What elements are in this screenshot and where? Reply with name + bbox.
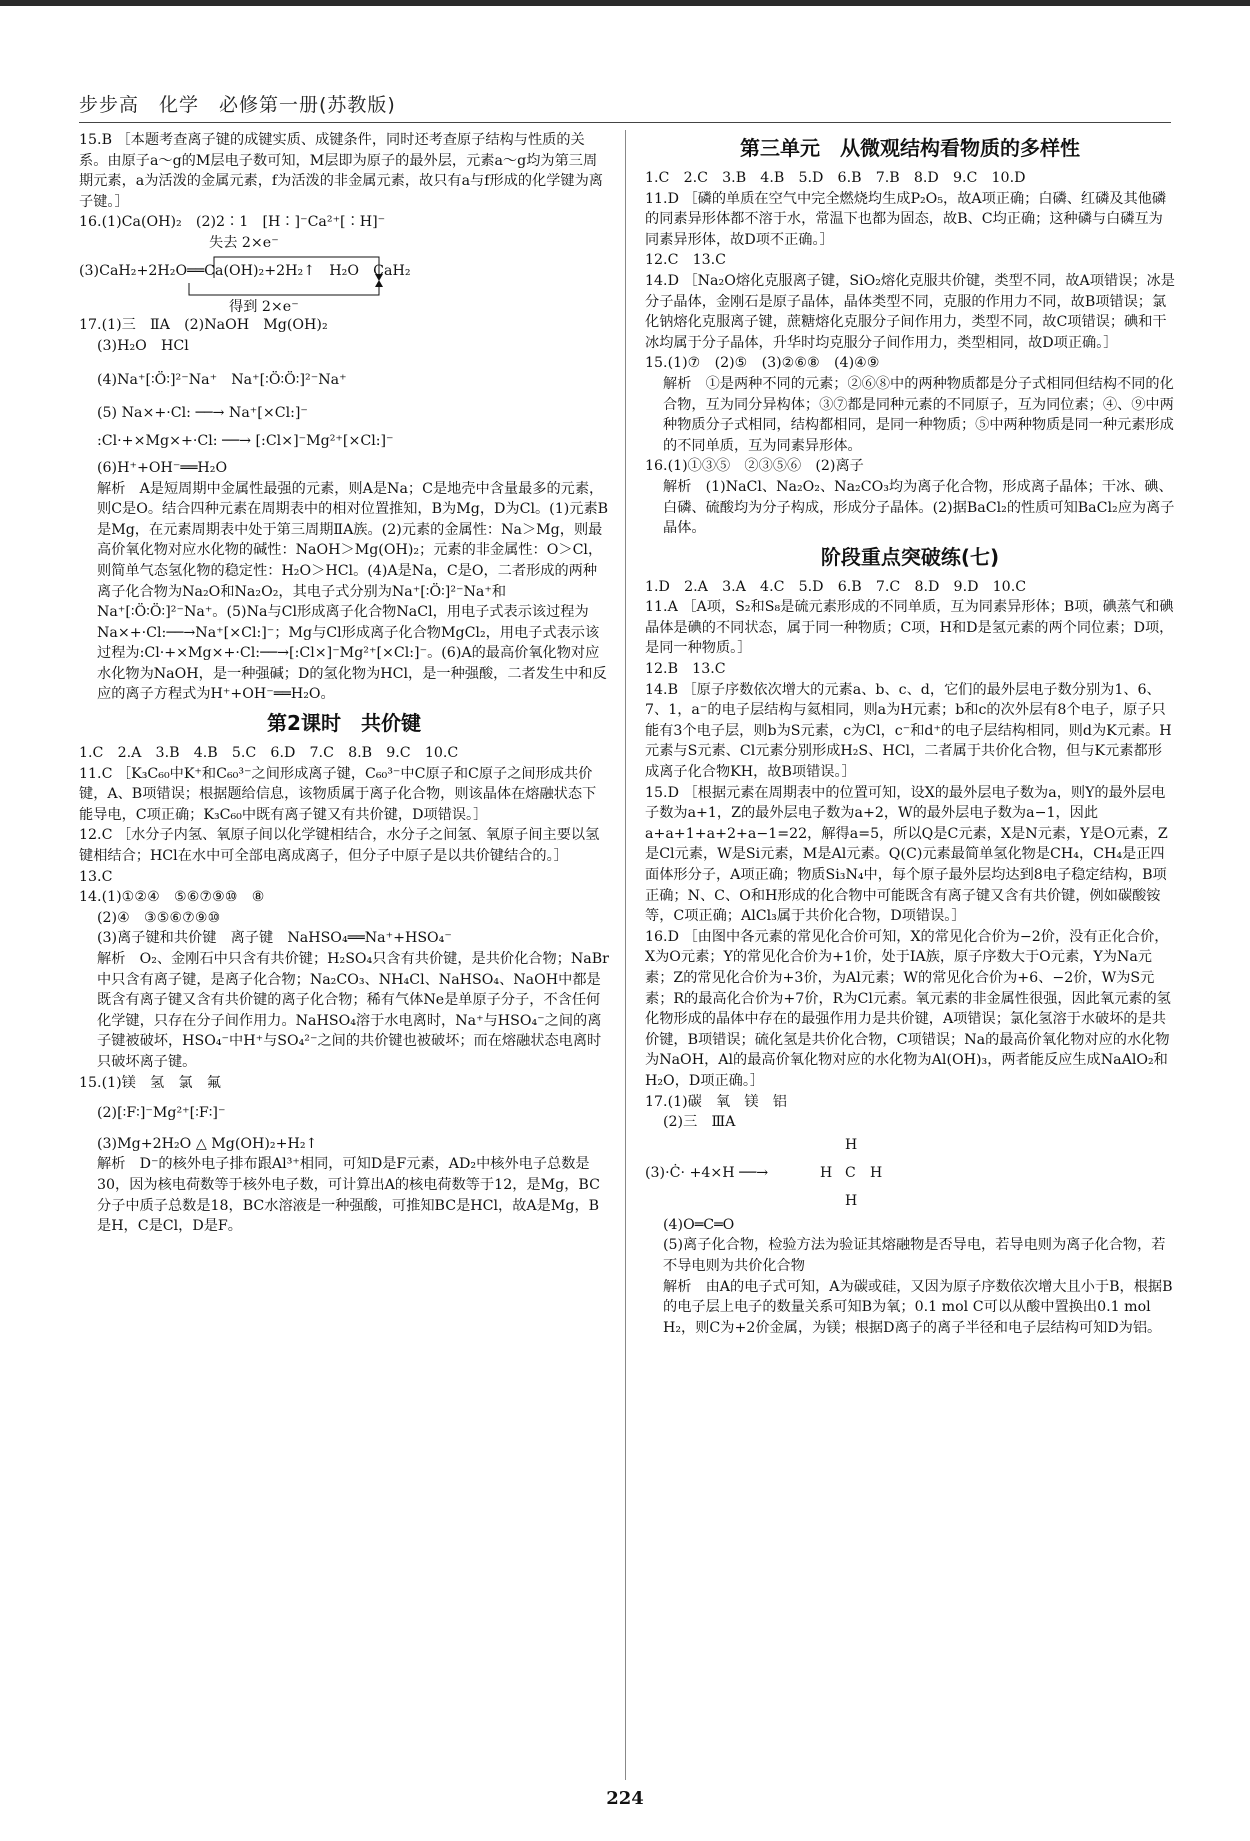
answer-17-5b: :Cl·+×Mg×+·Cl: ──→ [:Cl×]⁻Mg²⁺[×Cl:]⁻	[97, 433, 394, 450]
column-divider	[625, 130, 626, 1780]
lesson2-answer-11: 11.C ［K₃C₆₀中K⁺和C₆₀³⁻之间形成离子键，C₆₀³⁻中C原子和C原子之间形成共价键，A、B项错误；根据题给信息，该物质属于离子化合物，则该晶体在熔融状态下能导电，C项正确；K₃C₆₀中既有离子键又有共价键，D项错误。］	[79, 765, 597, 823]
redox-diagram	[79, 233, 609, 315]
lesson2-answer-15-a: 15.(1)镁 氢 氯 氟	[79, 1074, 221, 1091]
practice-answer-15: 15.D ［根据元素在周期表中的位置可知，设X的最外层电子数为a，则Y的最外层电子数为a+1，Z的最外层电子数为a+2，W的最外层电子数为a−1，因此a+a+1+a+2+a−1=22，解得a=5，所以Q是C元素，X是N元素，Y是O元素，Z是Cl元素，W是Si元素，M是Al元素。Q(C)元素最简单氢化物是CH₄，CH₄是正四面体形分子，A项正确；物质Si₃N₄中，每个原子最外层均达到8电子稳定结构，B项正确；N、C、O和H形成的化合物中可能既含有离子键又含有共价键，例如碳酸铵等，C项正确；AlCl₃属于共价化合物，D项错误。］	[645, 784, 1168, 925]
redox-gain-label: 得到 2×e⁻	[229, 298, 299, 315]
unit3-answer-15: 15.(1)⑦ (2)⑤ (3)②⑥⑧ (4)④⑨	[645, 355, 880, 372]
unit3-answer-16-analysis: 解析 (1)NaCl、Na₂O₂、Na₂CO₃均为离子化合物，形成离子晶体；干冰、碘、白磷、硫酸均为分子构成，形成分子晶体。(2)据BaCl₂的性质可知BaCl₂应为离子晶体。	[663, 478, 1175, 537]
methane-h-bottom: H	[845, 1192, 858, 1209]
practice-answer-17-5: (5)离子化合物，检验方法为验证其熔融物是否导电，若导电则为离子化合物，若不导电则为共价化合物	[663, 1237, 1166, 1274]
lesson2-answer-14-a: 14.(1)①②④ ⑤⑥⑦⑨⑩ ⑧	[79, 889, 265, 906]
methane-h-top: H	[845, 1136, 858, 1153]
answer-17-5a: (5) Na×+·Cl: ──→ Na⁺[×Cl:]⁻	[97, 404, 308, 421]
practice-answer-17-2: (2)三 ⅢA	[663, 1114, 736, 1131]
section-title-unit3: 第三单元 从微观结构看物质的多样性	[740, 136, 1080, 160]
methane-electron-diagram	[645, 1133, 1175, 1215]
redox-equation: (3)CaH₂+2H₂O══Ca(OH)₂+2H₂↑ H₂O CaH₂	[79, 262, 411, 279]
practice-answer-17-1: 17.(1)碳 氧 镁 铝	[645, 1093, 787, 1110]
methane-h-right: H	[870, 1164, 883, 1181]
lesson2-answer-13: 13.C	[79, 868, 113, 885]
lesson2-answer-14-c: (3)离子键和共价键 离子键 NaHSO₄══Na⁺+HSO₄⁻	[97, 930, 452, 947]
unit3-answer-16: 16.(1)①③⑤ ②③⑤⑥ (2)离子	[645, 458, 864, 475]
practice-answer-11: 11.A ［A项，S₂和S₈是硫元素形成的不同单质，互为同素异形体；B项，碘蒸气和碘晶体是碘的不同状态，属于同一种物质；C项，H和D是氢元素的两个同位素；D项，是同一种物质。］	[645, 599, 1174, 657]
answer-17-analysis: 解析 A是短周期中金属性最强的元素，则A是Na；C是地壳中含量最多的元素，则C是O。结合四种元素在周期表中的相对位置推知，B为Mg，D为Cl。(1)元素B是Mg，在元素周期表中处于第三周期ⅡA族。(2)元素的金属性：Na＞Mg，则最高价氧化物对应水化物的碱性：NaOH＞Mg(OH)₂；元素的非金属性：O＞Cl，则简单气态氢化物的稳定性：H₂O＞HCl。(4)A是Na，C是O，二者形成的两种离子化合物为Na₂O和Na₂O₂，其电子式分别为Na⁺[∶Ö∶]²⁻Na⁺和Na⁺[∶Ö∶Ö∶]²⁻Na⁺。(5)Na与Cl形成离子化合物NaCl，用电子式表示该过程为Na×+·Cl:──→Na⁺[×Cl:]⁻；Mg与Cl形成离子化合物MgCl₂，用电子式表示该过程为:Cl·+×Mg×+·Cl:──→[:Cl×]⁻Mg²⁺[×Cl:]⁻。(6)A的最高价氧化物对应水化物为NaOH，是一种强碱；D的氢化物为HCl，是一种强酸，二者发生中和反应的离子方程式为H⁺+OH⁻══H₂O。	[97, 480, 609, 703]
section-title-lesson2: 第2课时 共价键	[267, 711, 421, 736]
redox-loss-label: 失去 2×e⁻	[209, 234, 279, 251]
practice-answer-17-analysis: 解析 由A的电子式可知，A为碳或硅，又因为原子序数依次增大且小于B，根据B的电子层上电子的数量关系可知B为氧；0.1 mol C可以从酸中置换出0.1 mol H₂，则C为+2价金属，为镁；根据D离子的离子半径和电子层结构可知D为铝。	[663, 1278, 1173, 1336]
practice-answers-1-10: 1.D 2.A 3.A 4.C 5.D 6.B 7.C 8.D 9.D 10.C	[645, 578, 1027, 595]
methane-reaction: (3)·Ċ· +4×H ──→	[645, 1164, 769, 1181]
right-column	[645, 130, 1175, 1780]
practice-answer-16: 16.D ［由图中各元素的常见化合价可知，X的常见化合价为−2价，没有正化合价，X为O元素；Y的常见化合价为+1价，处于ⅠA族，原子序数大于O元素，Y为Na元素；Z的常见化合价为+3价，为Al元素；W的常见化合价为+6、−2价，W为S元素；R的最高化合价为+7价，R为Cl元素。氧元素的非金属性很强，因此氧元素的氢化物形成的晶体中存在的最强作用力是共价键，A项错误；氯化氢溶于水破坏的是共价键，B项错误；硫化氢是共价化合物，C项错误；Na的最高价氧化物对应的水化物为NaOH，Al的最高价氧化物对应的水化物为Al(OH)₃，两者能反应生成NaAlO₂和H₂O，D项正确。］	[645, 928, 1171, 1089]
top-border	[0, 0, 1250, 6]
practice-answer-17-4: (4)O═C═O	[663, 1216, 735, 1233]
lesson2-answers-1-10: 1.C 2.A 3.B 4.B 5.C 6.D 7.C 8.B 9.C 10.C	[79, 745, 459, 762]
answer-15: 15.B ［本题考查离子键的成键实质、成键条件，同时还考查原子结构与性质的关系。由原子a～g的M层电子数可知，M层即为原子的最外层，元素a～g均为第三周期元素，a为活泼的金属元素，f为活泼的非金属元素，故只有a与f形成的化学键为离子键。］	[79, 132, 603, 210]
lesson2-answer-14-b: (2)④ ③⑤⑥⑦⑨⑩	[97, 909, 221, 926]
unit3-answer-12-13: 12.C 13.C	[645, 252, 727, 269]
lesson2-answer-14-analysis: 解析 O₂、金刚石中只含有共价键；H₂SO₄只含有共价键，是共价化合物；NaBr中只含有离子键，是离子化合物；Na₂CO₃、NH₄Cl、NaHSO₄、NaOH中都是既含有离子键又含有共价键的离子化合物；稀有气体Ne是单原子分子，不含任何化学键，只存在分子间作用力。NaHSO₄溶于水电离时，Na⁺与HSO₄⁻之间的离子键被破坏，HSO₄⁻中H⁺与SO₄²⁻之间的共价键也被破坏；而在熔融状态电离时只破坏离子键。	[97, 951, 609, 1070]
unit3-answers-1-10: 1.C 2.C 3.B 4.B 5.D 6.B 7.B 8.D 9.C 10.D	[645, 170, 1026, 186]
methane-h-left: H	[820, 1164, 833, 1181]
page-header: 步步高 化学 必修第一册(苏教版)	[79, 94, 396, 116]
unit3-answer-14: 14.D ［Na₂O熔化克服离子键，SiO₂熔化克服共价键，类型不同，故A项错误；冰是分子晶体，金刚石是原子晶体，晶体类型不同，克服的作用力不同，故B项错误；氯化钠熔化克服离子键，蔗糖熔化克服分子间作用力，类型不同，故C项错误；碘和干冰均属于分子晶体，升华时均克服分子间作用力，类型相同，故D项正确。］	[645, 272, 1175, 351]
answer-17-3: (3)H₂O HCl	[97, 337, 189, 354]
practice-answer-14: 14.B ［原子序数依次增大的元素a、b、c、d，它们的最外层电子数分别为1、6、7、1，a⁻的电子层结构与氦相同，则a为H元素；b和c的次外层有8个电子，原子只能有3个电子层，则b为S元素，c为Cl，c⁻和d⁺的电子层结构相同，则d为K元素。H元素与S元素、Cl元素分别形成H₂S、HCl，二者属于共价化合物，但与K元素都形成离子化合物KH，故B项错误。］	[645, 681, 1172, 781]
lesson2-answer-15-b: (2)[∶F∶]⁻Mg²⁺[∶F∶]⁻	[97, 1105, 226, 1122]
unit3-answer-11: 11.D ［磷的单质在空气中完全燃烧均生成P₂O₅，故A项正确；白磷、红磷及其他磷的同素异形体都不溶于水，常温下也都为固态，故B、C均正确；这种磷与白磷互为同素异形体，故D项不正确。］	[645, 190, 1167, 248]
header-rule	[79, 122, 1171, 123]
lesson2-answer-12: 12.C ［水分子内氢、氧原子间以化学键相结合，水分子之间氢、氧原子间主要以氢键相结合；HCl在水中可全部电离成离子，但分子中原子是以共价键结合的。］	[79, 827, 600, 865]
methane-c: C	[845, 1164, 856, 1181]
lesson2-answer-15-c: (3)Mg+2H₂O △ Mg(OH)₂+H₂↑	[97, 1135, 318, 1152]
unit3-answer-15-analysis: 解析 ①是两种不同的元素；②⑥⑧中的两种物质都是分子式相同但结构不同的化合物，互为同分异构体；③⑦都是同种元素的不同原子，互为同位素；④、⑨中两种物质分子式相同，结构都相同，是同一种物质；⑤中两种物质是同一种元素形成的不同单质，互为同素异形体。	[663, 375, 1174, 454]
left-column	[79, 130, 609, 1780]
answer-16-a: 16.(1)Ca(OH)₂ (2)2∶1 [H∶]⁻Ca²⁺[∶H]⁻	[79, 214, 386, 231]
page-number: 224	[606, 1788, 644, 1809]
section-title-practice7: 阶段重点突破练(七)	[820, 544, 1000, 569]
practice-answer-12-13: 12.B 13.C	[645, 661, 726, 678]
answer-17-6: (6)H⁺+OH⁻══H₂O	[97, 459, 228, 476]
answer-17-1: 17.(1)三 ⅡA (2)NaOH Mg(OH)₂	[79, 316, 328, 333]
lesson2-answer-15-analysis: 解析 D⁻的核外电子排布跟Al³⁺相同，可知D是F元素，AD₂中核外电子总数是30，因为核电荷数等于核外电子数，可计算出A的核电荷数等于12，是Mg，BC分子中质子总数是18，BC水溶液是一种强酸，可推知BC是HCl，故A是Mg，B是H，C是Cl，D是F。	[97, 1156, 600, 1235]
answer-17-4: (4)Na⁺[∶Ö∶]²⁻Na⁺ Na⁺[∶Ö∶Ö∶]²⁻Na⁺	[97, 372, 347, 389]
